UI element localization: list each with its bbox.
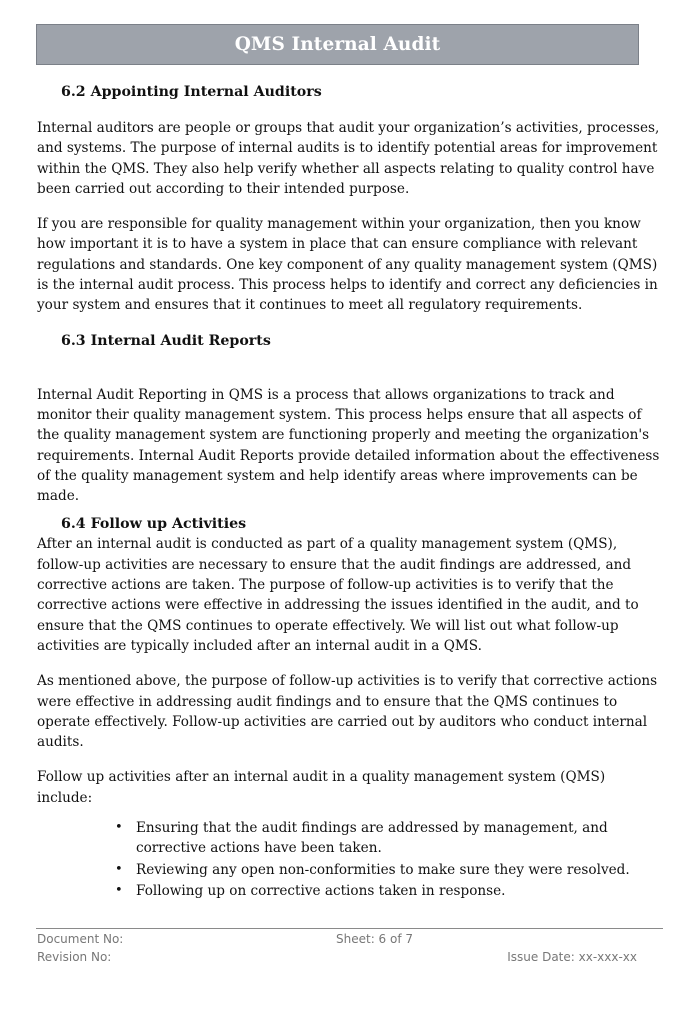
section-6-2-paragraph-2: If you are responsible for quality management within your organization, then you know how important it is to have a system in place that can ensure compliance with relevant regulations and standards. One key component of any quality management system (QMS) is the internal audit process. This process helps to identify and correct any deficiencies in your system and ensures that it continues to meet all regulatory requirements. bbox=[37, 216, 658, 314]
section-6-3-paragraph-1: Internal Audit Reporting in QMS is a process that allows organizations to track and monitor their quality management system. This process helps ensure that all aspects of the quality management system are functioning properly and meeting the organization's requirements. Internal Audit Reports provide detailed information about the effectiveness of the quality management system and help identify areas where improvements can be made. bbox=[37, 386, 660, 505]
document-body bbox=[37, 82, 663, 902]
list-item-text: Ensuring that the audit findings are addressed by management, and corrective actions have been taken. bbox=[136, 820, 608, 857]
list-item bbox=[115, 818, 663, 859]
list-item bbox=[115, 881, 663, 901]
bullet-icon: • bbox=[115, 882, 123, 898]
list-item bbox=[115, 860, 663, 880]
section-6-4-heading: 6.4 Follow up Activities bbox=[61, 516, 247, 533]
list-item-text: Reviewing any open non-conformities to make sure they were resolved. bbox=[136, 861, 630, 878]
issue-date: Issue Date: xx-xxx-xx bbox=[507, 950, 637, 964]
page-title: QMS Internal Audit bbox=[234, 34, 441, 55]
bullet-icon: • bbox=[115, 820, 123, 836]
follow-up-activities-list bbox=[37, 818, 663, 901]
revision-number-label: Revision No: bbox=[37, 950, 112, 964]
section-6-2-paragraph-1: Internal auditors are people or groups that audit your organization’s activities, processes, and systems. The purpose of internal audits is to identify potential areas for improvement within the QMS. They also help verify whether all aspects relating to quality control have been carried out according to their intended purpose. bbox=[37, 120, 660, 197]
list-item-text: Following up on corrective actions taken in response. bbox=[136, 882, 506, 899]
bullet-icon: • bbox=[115, 861, 123, 877]
section-6-2-heading: 6.2 Appointing Internal Auditors bbox=[61, 84, 322, 100]
section-6-3-heading: 6.3 Internal Audit Reports bbox=[61, 332, 271, 349]
section-6-4-paragraph-2: As mentioned above, the purpose of follow-up activities is to verify that corrective actions were effective in addressing audit findings and to ensure that the QMS continues to operate effectively. Follow-up activities are carried out by auditors who conduct internal audits. bbox=[37, 673, 658, 751]
sheet-number: Sheet: 6 of 7 bbox=[336, 932, 414, 946]
page-footer bbox=[36, 928, 663, 965]
page-header-banner bbox=[36, 24, 639, 65]
section-6-4-paragraph-1: After an internal audit is conducted as part of a quality management system (QMS), follow-up activities are necessary to ensure that the audit findings are addressed, and corrective actions are taken. The purpose of follow-up activities is to verify that the corrective actions were effective in addressing the issues identified in the audit, and to ensure that the QMS continues to operate effectively. We will list out what follow-up activities are typically included after an internal audit in a QMS. bbox=[37, 536, 639, 654]
document-number-label: Document No: bbox=[37, 932, 124, 946]
section-6-4-paragraph-3: Follow up activities after an internal audit in a quality management system (QMS) include: bbox=[37, 769, 606, 806]
